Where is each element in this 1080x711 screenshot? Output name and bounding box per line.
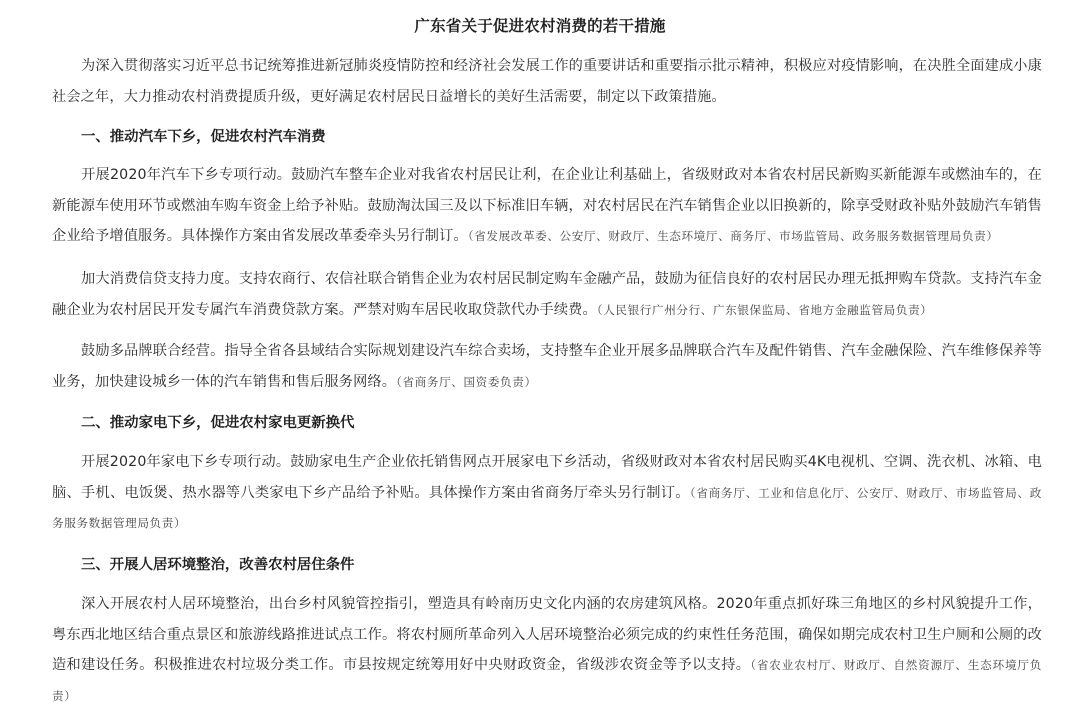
document-title: 广东省关于促进农村消费的若干措施 [414,17,666,35]
section-2-paragraph-1 [52,447,1042,539]
section-1-paragraph-2 [52,264,1042,325]
intro-text: 为深入贯彻落实习近平总书记统筹推进新冠肺炎疫情防控和经济社会发展工作的重要讲话和重要指示批示精神，积极应对疫情影响，在决胜全面建成小康社会之年，大力推动农村消费提质升级，更好满足农村居民日益增长的美好生活需要，制定以下政策措施。 [52,58,1042,105]
paragraph-text: 开展2020年家电下乡专项行动。鼓励家电生产企业依托销售网点开展家电下乡活动，省级财政对本省农村居民购买4K电视机、空调、洗衣机、冰箱、电脑、手机、电饭煲、热水器等八类家电下乡产品给予补贴。具体操作方案由省商务厅牵头另行制订。 [52,454,1042,501]
responsibility-note: （人民银行广州分行、广东银保监局、省地方金融监管局负责） [596,302,933,317]
section-heading-3: 三、开展人居环境整治，改善农村居住条件 [81,557,355,573]
intro-paragraph [52,51,1042,112]
section-heading-2: 二、推动家电下乡，促进农村家电更新换代 [81,415,355,431]
responsibility-note: （省发展改革委、公安厅、财政厅、生态环境厅、商务厅、市场监管局、政务服务数据管理局负责） [467,229,999,243]
section-1-paragraph-1 [52,160,1042,252]
paragraph-text: 深入开展农村人居环境整治，出台乡村风貌管控指引，塑造具有岭南历史文化内涵的农房建筑风格。2020年重点抓好珠三角地区的乡村风貌提升工作，粤东西北地区结合重点景区和旅游线路推进试点工作。将农村厕所革命列入人居环境整治必须完成的约束性任务范围，确保如期完成农村卫生户厕和公厕的改造和建设任务。积极推进农村垃圾分类工作。市县按规定统筹用好中央财政资金，省级涉农资金等予以支持。 [52,596,1042,673]
responsibility-note: （省商务厅、国资委负责） [396,374,537,389]
paragraph-text: 开展2020年汽车下乡专项行动。鼓励汽车整车企业对我省农村居民让利，在企业让利基础上，省级财政对本省农村居民新购买新能源车或燃油车的，在新能源车使用环节或燃油车购车资金上给予补贴。鼓励淘汰国三及以下标准旧车辆，对农村居民在汽车销售企业以旧换新的，除享受财政补贴外鼓励汽车销售企业给予增值服务。具体操作方案由省发展改革委牵头另行制订。 [52,167,1042,244]
section-3-paragraph-1 [52,589,1042,711]
responsibility-note: （省农业农村厅、财政厅、自然资源厅、生态环境厅负责） [52,658,1042,703]
section-heading-1: 一、推动汽车下乡，促进农村汽车消费 [81,129,326,145]
responsibility-note: （省商务厅、工业和信息化厅、公安厅、财政厅、市场监管局、政务服务数据管理局负责） [52,485,1043,530]
paragraph-text: 加大消费信贷支持力度。支持农商行、农信社联合销售企业为农村居民制定购车金融产品，鼓励为征信良好的农村居民办理无抵押购车贷款。支持汽车金融企业为农村居民开发专属汽车消费贷款方案。严禁对购车居民收取贷款代办手续费。 [52,271,1042,318]
section-1-paragraph-3 [52,336,1042,397]
paragraph-text: 鼓励多品牌联合经营。指导全省各县域结合实际规划建设汽车综合卖场，支持整车企业开展多品牌联合汽车及配件销售、汽车金融保险、汽车维修保养等业务，加快建设城乡一体的汽车销售和售后服务网络。 [52,343,1042,390]
